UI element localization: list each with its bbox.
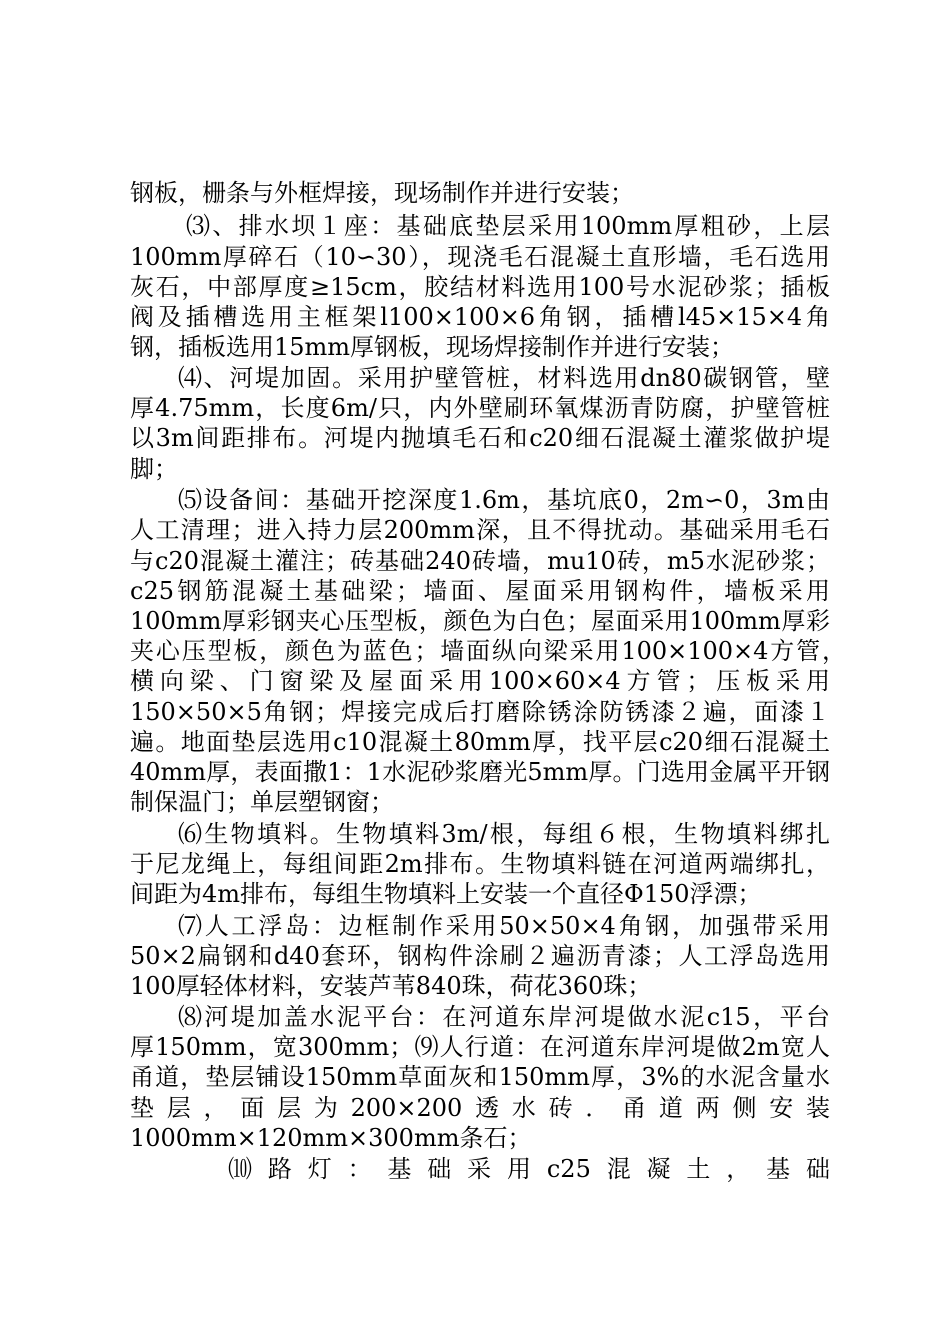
text-line: 100mm厚碎石（10∽30），现浇毛石混凝土直形墙，毛石选用 bbox=[130, 243, 830, 271]
text-line: 人工清理；进入持力层200mm深，且不得扰动。基础采用毛石 bbox=[130, 516, 830, 544]
text-line: 间距为4m排布，每组生物填料上安装一个直径Φ150浮漂； bbox=[130, 880, 762, 908]
text-line: ⑷、河堤加固。采用护壁管桩，材料选用dn80碳钢管，壁 bbox=[178, 364, 830, 392]
text-line: 脚； bbox=[130, 455, 178, 483]
text-line: 横向梁、门窗梁及屋面采用100×60×4方管；压板采用 bbox=[130, 667, 830, 695]
text-line: 50×2扁钢和d40套环，钢构件涂刷２遍沥青漆；人工浮岛选用 bbox=[130, 942, 830, 970]
text-line: ⑺人工浮岛：边框制作采用50×50×4角钢，加强带采用 bbox=[178, 912, 830, 940]
text-line: 以3m间距排布。河堤内抛填毛石和c20细石混凝土灌浆做护堤 bbox=[130, 424, 830, 452]
text-line: 钢板，栅条与外框焊接，现场制作并进行安装； bbox=[130, 179, 634, 207]
text-line: c25钢筋混凝土基础梁；墙面、屋面采用钢构件，墙板采用 bbox=[130, 577, 830, 605]
text-line: 40mm厚，表面撒1：1水泥砂浆磨光5mm厚。门选用金属平开钢 bbox=[130, 758, 830, 786]
text-line: 100厚轻体材料，安装芦苇840珠，荷花360珠； bbox=[130, 972, 652, 1000]
text-line: 遍。地面垫层选用c10混凝土80mm厚，找平层c20细石混凝土 bbox=[130, 728, 830, 756]
text-line: 制保温门；单层塑钢窗； bbox=[130, 788, 394, 816]
text-line: 于尼龙绳上，每组间距2m排布。生物填料链在河道两端绑扎， bbox=[130, 850, 830, 878]
text-line: 厚150mm，宽300mm；⑼人行道：在河道东岸河堤做2m宽人 bbox=[130, 1033, 830, 1061]
text-line: 甬道，垫层铺设150mm草面灰和150mm厚，3%的水泥含量水 bbox=[130, 1063, 830, 1091]
text-line: ⑶、排水坝１座：基础底垫层采用100mm厚粗砂，上层 bbox=[186, 212, 830, 240]
text-line: ⑽路灯：基础采用c25混凝土，基础 bbox=[228, 1155, 830, 1183]
text-line: 垫层，面层为200×200透水砖．甬道两侧安装 bbox=[130, 1094, 830, 1122]
text-line: 阀及插槽选用主框架l100×100×6角钢，插槽l45×15×4角 bbox=[130, 303, 830, 331]
text-line: 钢，插板选用15mm厚钢板，现场焊接制作并进行安装； bbox=[130, 333, 735, 361]
text-line: 厚4.75mm，长度6m/只，内外壁刷环氧煤沥青防腐，护壁管桩 bbox=[130, 394, 830, 422]
text-line: ⑹生物填料。生物填料3m/根，每组６根，生物填料绑扎 bbox=[178, 820, 830, 848]
text-line: 100mm厚彩钢夹心压型板，颜色为白色；屋面采用100mm厚彩 bbox=[130, 607, 830, 635]
text-line: ⑻河堤加盖水泥平台：在河道东岸河堤做水泥c15，平台 bbox=[178, 1003, 830, 1031]
text-line: 与c20混凝土灌注；砖基础240砖墙，mu10砖，m5水泥砂浆； bbox=[130, 547, 830, 575]
text-line: 1000mm×120mm×300mm条石； bbox=[130, 1124, 532, 1152]
text-line: 灰石，中部厚度≥15cm，胶结材料选用100号水泥砂浆；插板 bbox=[130, 273, 830, 301]
text-line: ⑸设备间：基础开挖深度1.6m，基坑底0，2m∽0，3m由 bbox=[178, 486, 830, 514]
text-line: 夹心压型板，颜色为蓝色；墙面纵向梁采用100×100×4方管， bbox=[130, 637, 846, 665]
text-line: 150×50×5角钢；焊接完成后打磨除锈涂防锈漆２遍，面漆１ bbox=[130, 698, 830, 726]
